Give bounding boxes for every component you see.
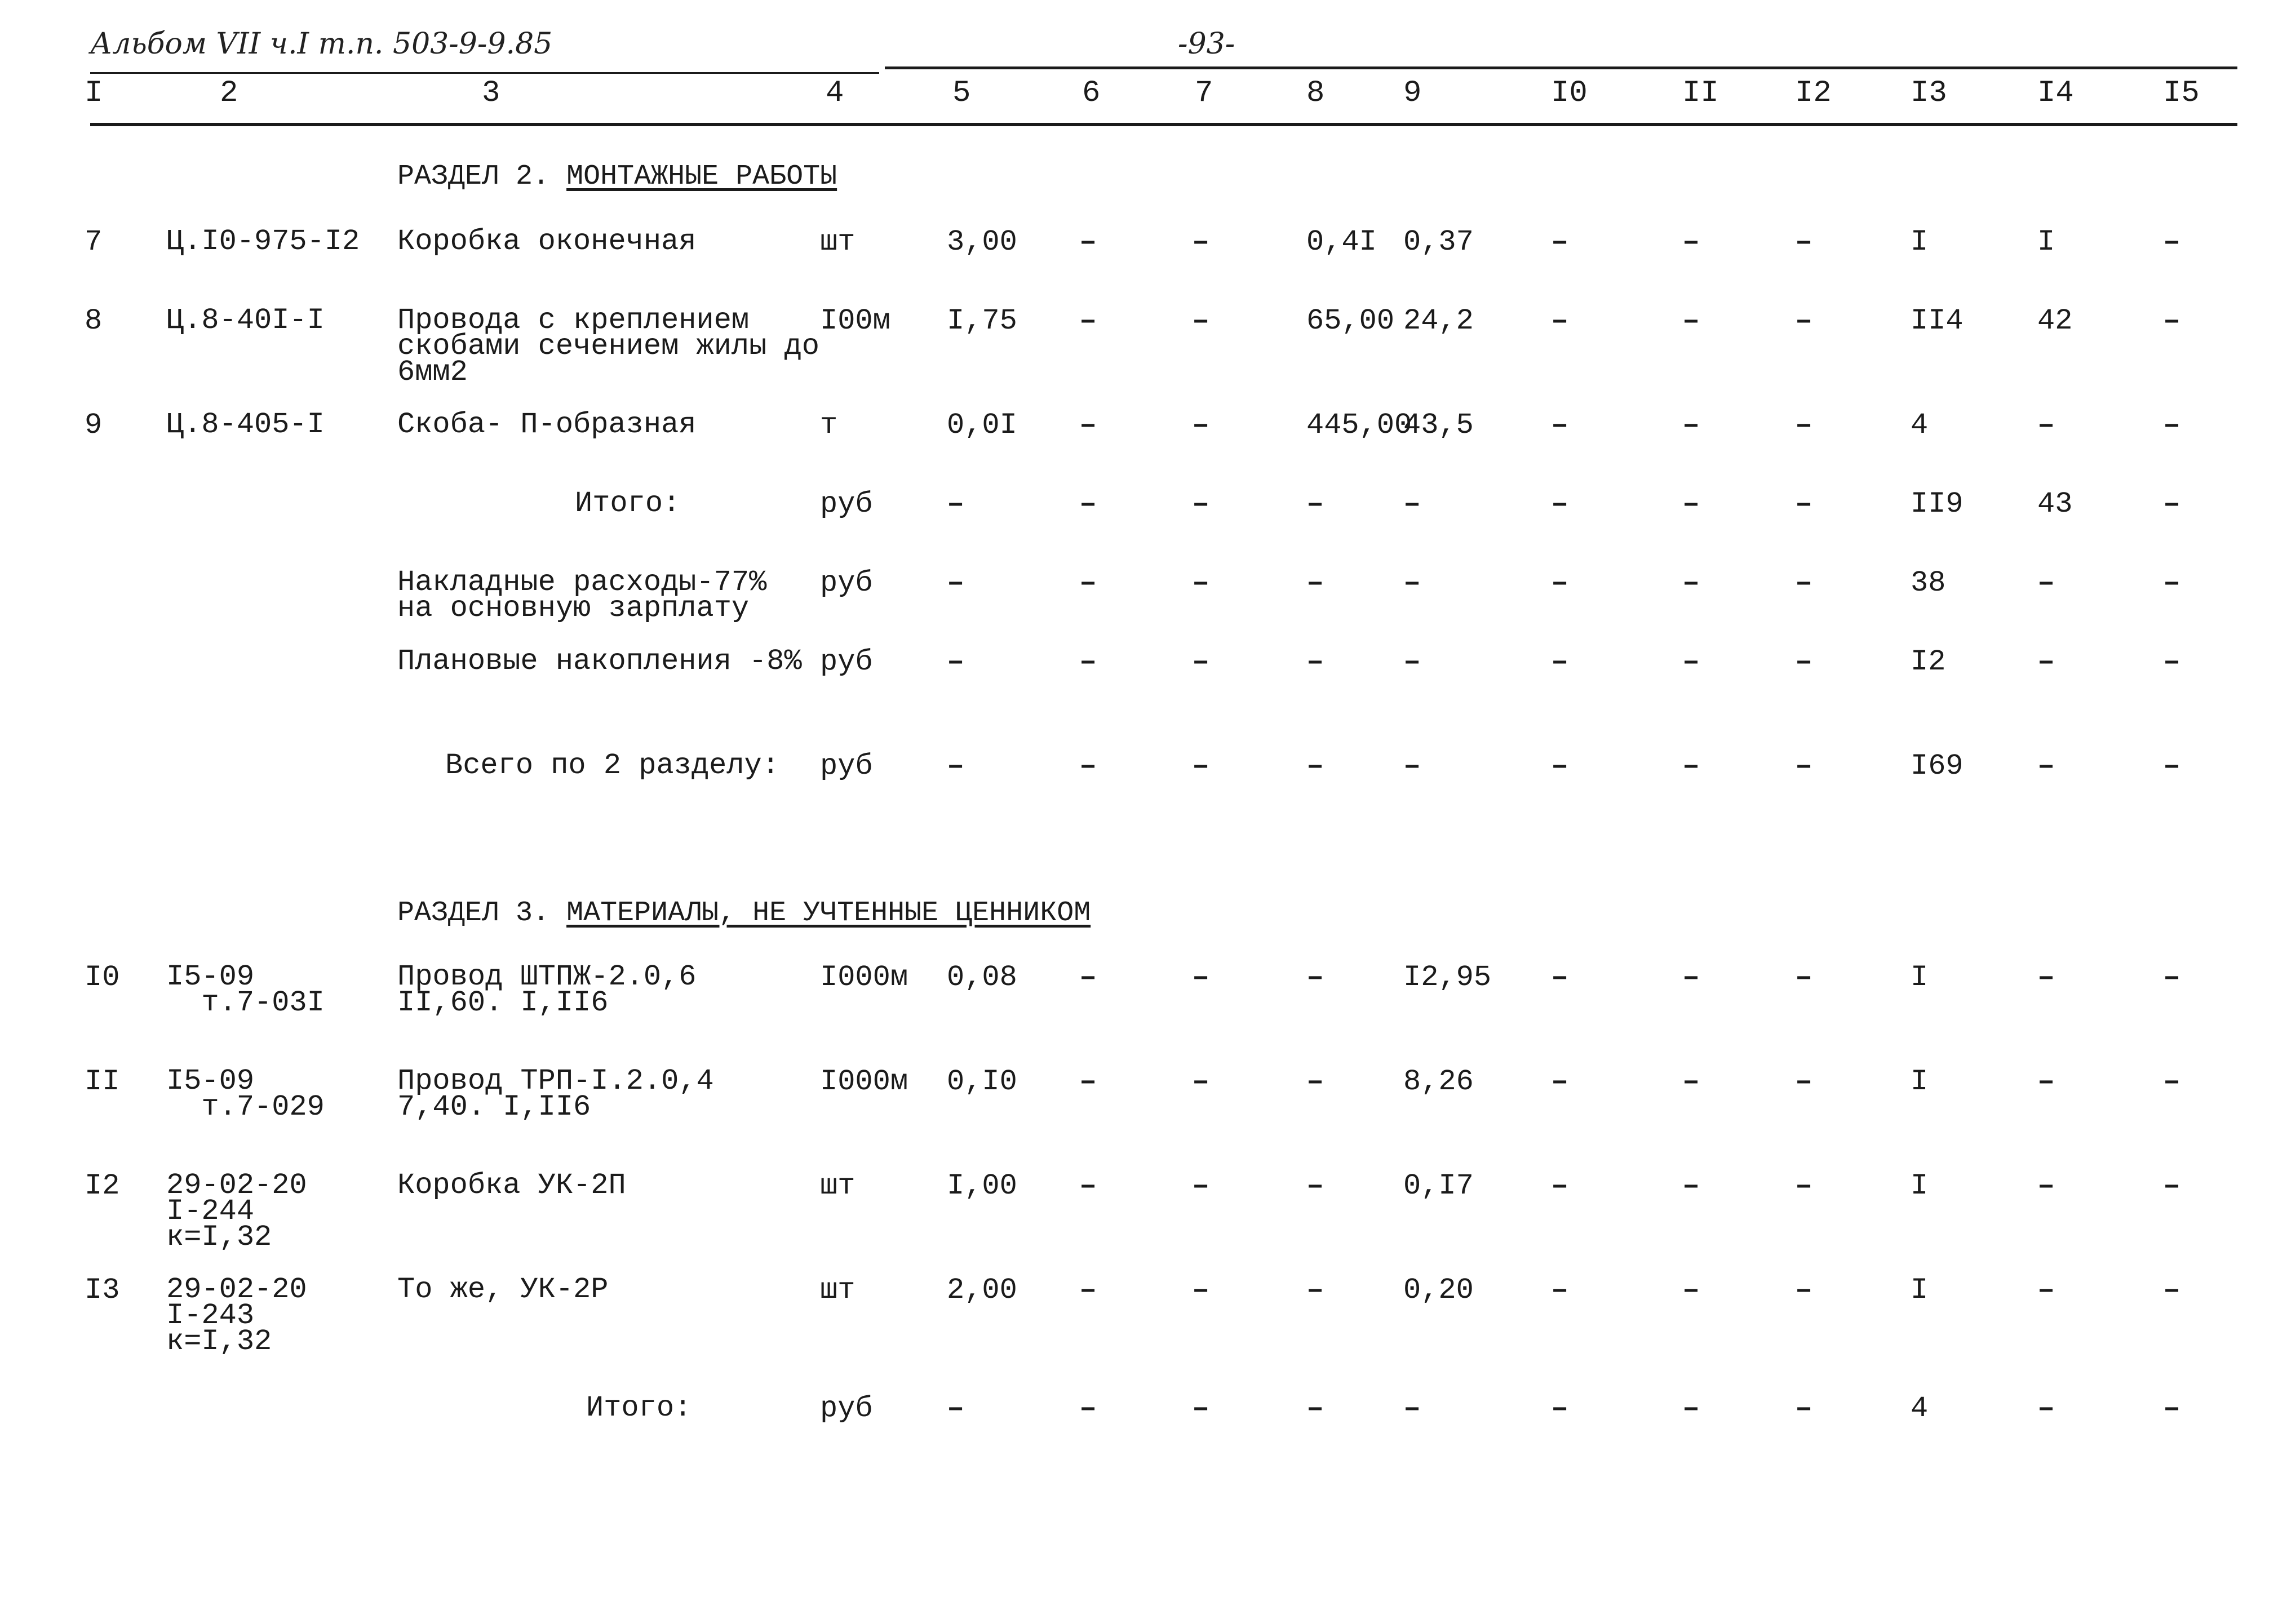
cell-col-15: –	[2163, 1169, 2181, 1203]
cell-col-15: –	[2163, 961, 2181, 994]
cell-col-8: 0,4I	[1306, 225, 1377, 259]
cell-col-3: Итого:	[575, 487, 681, 520]
column-header-2: 2	[220, 76, 238, 110]
cell-col-1: I2	[85, 1169, 120, 1203]
column-header-3: 3	[482, 76, 500, 110]
cell-col-7: –	[1192, 961, 1210, 994]
cell-col-10: –	[1551, 749, 1569, 783]
cell-col-3: Итого:	[586, 1391, 692, 1425]
cell-col-15: –	[2163, 304, 2181, 338]
cell-col-4: шт	[820, 1169, 856, 1203]
cell-col-11: –	[1682, 409, 1700, 442]
cell-col-5: 0,I0	[947, 1065, 1017, 1098]
cell-col-12: –	[1795, 487, 1813, 521]
cell-col-1: 8	[85, 304, 103, 338]
cell-col-11: –	[1682, 1169, 1700, 1203]
cell-col-2: Ц.8-405-I	[166, 408, 325, 441]
cell-col-10: –	[1551, 225, 1569, 259]
cell-col-14: –	[2037, 961, 2055, 994]
cell-col-4: т	[820, 409, 838, 442]
cell-col-14: –	[2037, 1274, 2055, 1307]
cell-col-9: 0,37	[1403, 225, 1474, 259]
cell-col-15: –	[2163, 487, 2181, 521]
cell-col-15: –	[2163, 225, 2181, 259]
cell-col-8: –	[1306, 961, 1324, 994]
cell-col-10: –	[1551, 566, 1569, 600]
cell-col-15: –	[2163, 749, 2181, 783]
column-header-1: I	[85, 76, 103, 110]
cell-col-12: –	[1795, 961, 1813, 994]
column-header-14: I4	[2037, 76, 2074, 110]
cell-col-5: –	[947, 566, 965, 600]
cell-col-1: II	[85, 1065, 120, 1098]
cell-col-9: –	[1403, 645, 1421, 678]
cell-col-7: –	[1192, 409, 1210, 442]
cell-col-14: –	[2037, 1065, 2055, 1098]
header-rule-top-left	[90, 72, 879, 74]
cell-col-2: I5-09 т.7-029	[166, 1064, 325, 1124]
cell-col-9: 0,20	[1403, 1274, 1474, 1307]
cell-col-7: –	[1192, 566, 1210, 600]
cell-col-11: –	[1682, 1392, 1700, 1425]
section-2-prefix: РАЗДЕЛ 2.	[397, 161, 550, 193]
cell-col-13: II9	[1911, 487, 1963, 521]
cell-col-8: –	[1306, 1065, 1324, 1098]
cell-col-11: –	[1682, 749, 1700, 783]
cell-col-14: 42	[2037, 304, 2073, 338]
column-header-11: II	[1682, 76, 1719, 110]
cell-col-9: 43,5	[1403, 409, 1474, 442]
column-header-4: 4	[826, 76, 844, 110]
cell-col-12: –	[1795, 645, 1813, 678]
cell-col-3: Коробка оконечная	[397, 225, 697, 258]
cell-col-1: 9	[85, 409, 103, 442]
cell-col-7: –	[1192, 1392, 1210, 1425]
cell-col-13: I	[1911, 1169, 1929, 1203]
column-header-15: I5	[2163, 76, 2200, 110]
cell-col-4: руб	[820, 645, 873, 678]
cell-col-13: II4	[1911, 304, 1963, 338]
cell-col-8: –	[1306, 1392, 1324, 1425]
cell-col-7: –	[1192, 645, 1210, 678]
cell-col-5: I,75	[947, 304, 1017, 338]
cell-col-12: –	[1795, 1274, 1813, 1307]
cell-col-8: –	[1306, 1274, 1324, 1307]
cell-col-4: руб	[820, 566, 873, 600]
cell-col-9: 8,26	[1403, 1065, 1474, 1098]
cell-col-12: –	[1795, 566, 1813, 600]
cell-col-15: –	[2163, 409, 2181, 442]
cell-col-15: –	[2163, 1392, 2181, 1425]
cell-col-10: –	[1551, 409, 1569, 442]
cell-col-1: I0	[85, 961, 120, 994]
cell-col-10: –	[1551, 1274, 1569, 1307]
cell-col-3: То же, УК-2Р	[397, 1273, 609, 1306]
cell-col-1: I3	[85, 1274, 120, 1307]
cell-col-11: –	[1682, 645, 1700, 678]
header-rule-bottom	[90, 123, 2237, 126]
cell-col-14: –	[2037, 409, 2055, 442]
cell-col-14: –	[2037, 1169, 2055, 1203]
cell-col-14: –	[2037, 749, 2055, 783]
header-rule-top	[885, 66, 2237, 69]
cell-col-10: –	[1551, 304, 1569, 338]
cell-col-5: –	[947, 645, 965, 678]
cell-col-11: –	[1682, 566, 1700, 600]
cell-col-4: шт	[820, 1274, 856, 1307]
cell-col-3: Провод ТРП-I.2.0,4 7,40. I,II6	[397, 1064, 714, 1124]
cell-col-5: 3,00	[947, 225, 1017, 259]
cell-col-7: –	[1192, 225, 1210, 259]
cell-col-2: Ц.I0-975-I2	[166, 225, 360, 258]
cell-col-4: I00м	[820, 304, 890, 338]
cell-col-11: –	[1682, 487, 1700, 521]
cell-col-9: –	[1403, 487, 1421, 521]
cell-col-7: –	[1192, 1274, 1210, 1307]
cell-col-4: руб	[820, 749, 873, 783]
cell-col-8: –	[1306, 487, 1324, 521]
cell-col-15: –	[2163, 566, 2181, 600]
cell-col-6: –	[1079, 645, 1097, 678]
cell-col-6: –	[1079, 304, 1097, 338]
cell-col-7: –	[1192, 1169, 1210, 1203]
cell-col-8: –	[1306, 566, 1324, 600]
cell-col-4: руб	[820, 1392, 873, 1425]
cell-col-12: –	[1795, 225, 1813, 259]
cell-col-4: шт	[820, 225, 856, 259]
cell-col-5: 0,0I	[947, 409, 1017, 442]
cell-col-10: –	[1551, 1169, 1569, 1203]
cell-col-9: I2,95	[1403, 961, 1492, 994]
column-header-6: 6	[1082, 76, 1101, 110]
cell-col-10: –	[1551, 487, 1569, 521]
cell-col-6: –	[1079, 749, 1097, 783]
cell-col-10: –	[1551, 1392, 1569, 1425]
cell-col-11: –	[1682, 304, 1700, 338]
column-header-10: I0	[1551, 76, 1588, 110]
cell-col-13: I2	[1911, 645, 1946, 678]
cell-col-12: –	[1795, 749, 1813, 783]
cell-col-5: I,00	[947, 1169, 1017, 1203]
cell-col-10: –	[1551, 961, 1569, 994]
cell-col-12: –	[1795, 304, 1813, 338]
cell-col-6: –	[1079, 409, 1097, 442]
cell-col-12: –	[1795, 1392, 1813, 1425]
cell-col-8: –	[1306, 645, 1324, 678]
cell-col-7: –	[1192, 1065, 1210, 1098]
cell-col-1: 7	[85, 225, 103, 259]
cell-col-3: Плановые накопления -8%	[397, 645, 802, 678]
cell-col-12: –	[1795, 1065, 1813, 1098]
cell-col-8: –	[1306, 749, 1324, 783]
cell-col-4: руб	[820, 487, 873, 521]
cell-col-13: I	[1911, 1274, 1929, 1307]
column-header-5: 5	[952, 76, 971, 110]
cell-col-9: –	[1403, 749, 1421, 783]
cell-col-15: –	[2163, 645, 2181, 678]
cell-col-14: –	[2037, 1392, 2055, 1425]
cell-col-9: –	[1403, 566, 1421, 600]
page-number: -93-	[1178, 27, 1235, 61]
cell-col-11: –	[1682, 1274, 1700, 1307]
cell-col-4: I000м	[820, 961, 908, 994]
cell-col-3: Провода с креплением скобами сечением жилы до 6мм2	[397, 304, 819, 389]
section-2-title	[397, 161, 837, 193]
section-3-title	[397, 897, 1091, 929]
album-reference: Альбом VII ч.I т.п. 503-9-9.85	[90, 27, 553, 61]
cell-col-13: 4	[1911, 1392, 1929, 1425]
cell-col-2: Ц.8-40I-I	[166, 304, 325, 337]
cell-col-14: –	[2037, 645, 2055, 678]
section-3-prefix: РАЗДЕЛ 3.	[397, 897, 550, 929]
cell-col-8: –	[1306, 1169, 1324, 1203]
cell-col-14: I	[2037, 225, 2055, 259]
cell-col-3: Всего по 2 разделу:	[445, 749, 779, 782]
cell-col-9: 0,I7	[1403, 1169, 1474, 1203]
cell-col-10: –	[1551, 645, 1569, 678]
cell-col-12: –	[1795, 1169, 1813, 1203]
cell-col-11: –	[1682, 225, 1700, 259]
column-header-9: 9	[1403, 76, 1422, 110]
cell-col-6: –	[1079, 961, 1097, 994]
section-2-name: МОНТАЖНЫЕ РАБОТЫ	[566, 161, 837, 193]
cell-col-2: 29-02-20 I-244 к=I,32	[166, 1169, 307, 1254]
cell-col-9: –	[1403, 1392, 1421, 1425]
cell-col-11: –	[1682, 961, 1700, 994]
cell-col-5: –	[947, 749, 965, 783]
cell-col-14: –	[2037, 566, 2055, 600]
cell-col-14: 43	[2037, 487, 2073, 521]
cell-col-3: Скоба- П-образная	[397, 408, 697, 441]
cell-col-8: 65,00	[1306, 304, 1395, 338]
cell-col-2: 29-02-20 I-243 к=I,32	[166, 1273, 307, 1358]
cell-col-6: –	[1079, 1169, 1097, 1203]
cell-col-6: –	[1079, 225, 1097, 259]
cell-col-6: –	[1079, 566, 1097, 600]
cell-col-13: I	[1911, 961, 1929, 994]
cell-col-3: Коробка УК-2П	[397, 1169, 626, 1202]
cell-col-7: –	[1192, 304, 1210, 338]
cell-col-6: –	[1079, 1392, 1097, 1425]
cell-col-9: 24,2	[1403, 304, 1474, 338]
cell-col-6: –	[1079, 487, 1097, 521]
cell-col-13: I	[1911, 225, 1929, 259]
cell-col-13: I69	[1911, 749, 1963, 783]
cell-col-6: –	[1079, 1065, 1097, 1098]
cell-col-5: 2,00	[947, 1274, 1017, 1307]
cell-col-2: I5-09 т.7-03I	[166, 960, 325, 1019]
column-header-7: 7	[1195, 76, 1213, 110]
cell-col-5: –	[947, 1392, 965, 1425]
cell-col-10: –	[1551, 1065, 1569, 1098]
cell-col-5: 0,08	[947, 961, 1017, 994]
cell-col-4: I000м	[820, 1065, 908, 1098]
column-header-13: I3	[1911, 76, 1947, 110]
cell-col-5: –	[947, 487, 965, 521]
cell-col-13: I	[1911, 1065, 1929, 1098]
cell-col-7: –	[1192, 487, 1210, 521]
section-3-name: МАТЕРИАЛЫ, НЕ УЧТЕННЫЕ ЦЕННИКОМ	[566, 897, 1091, 929]
cell-col-8: 445,00	[1306, 409, 1412, 442]
cell-col-3: Провод ШТПЖ-2.0,6 II,60. I,II6	[397, 960, 697, 1019]
column-header-8: 8	[1306, 76, 1325, 110]
cell-col-7: –	[1192, 749, 1210, 783]
cell-col-11: –	[1682, 1065, 1700, 1098]
cell-col-6: –	[1079, 1274, 1097, 1307]
cell-col-12: –	[1795, 409, 1813, 442]
cell-col-13: 4	[1911, 409, 1929, 442]
column-header-12: I2	[1795, 76, 1832, 110]
cell-col-13: 38	[1911, 566, 1946, 600]
cell-col-15: –	[2163, 1274, 2181, 1307]
cell-col-15: –	[2163, 1065, 2181, 1098]
cell-col-3: Накладные расходы-77% на основную зарплату	[397, 566, 767, 625]
